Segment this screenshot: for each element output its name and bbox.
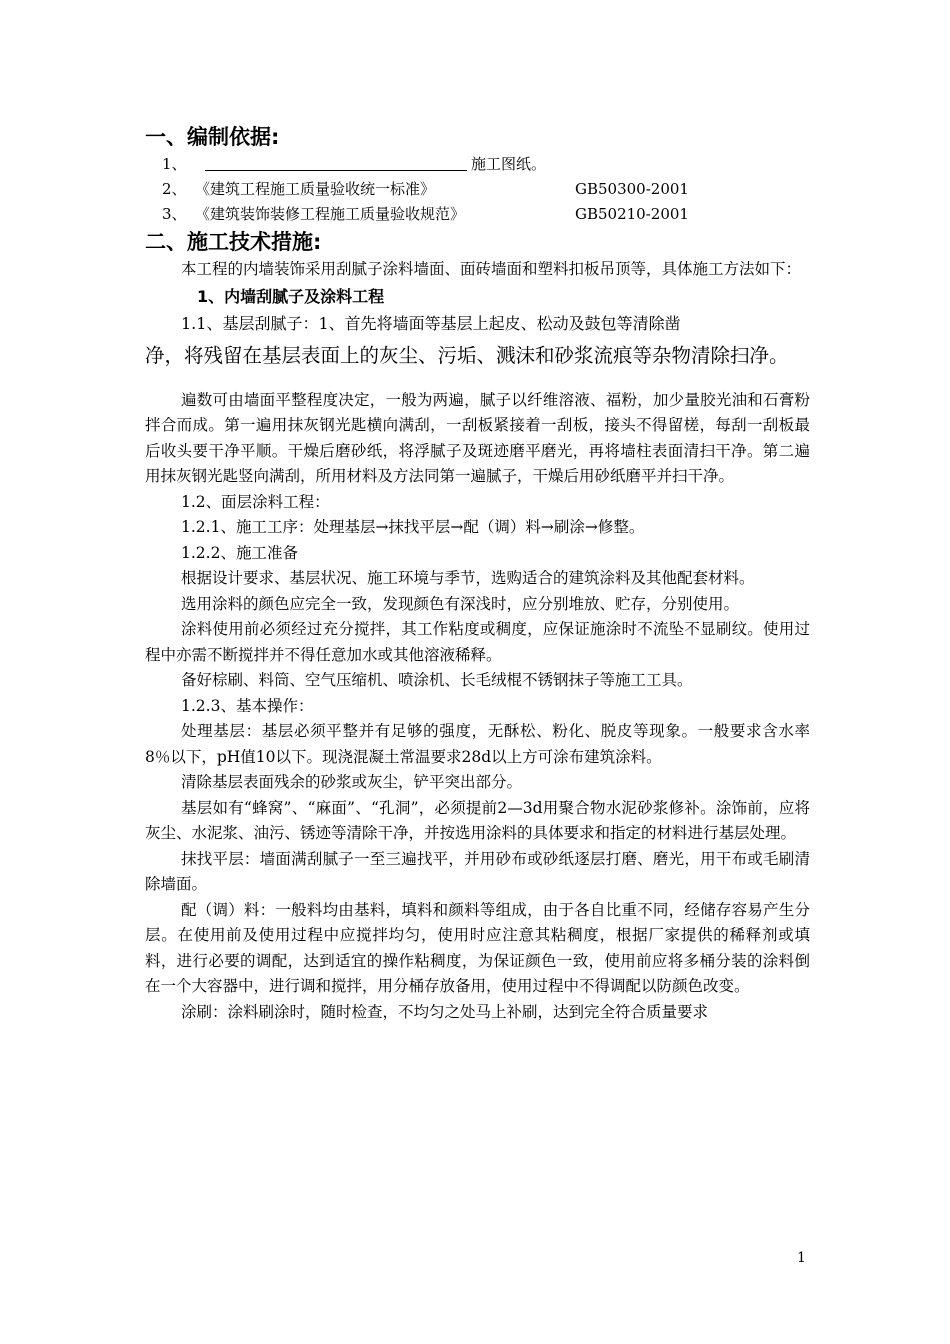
body-paragraph: 清除基层表面残余的砂浆或灰尘，铲平突出部分。 bbox=[181, 773, 523, 791]
reference-item bbox=[145, 177, 810, 202]
page-number: 1 bbox=[797, 1250, 806, 1266]
body-paragraph: 选用涂料的颜色应完全一致，发现颜色有深浅时，应分别堆放、贮存，分别使用。 bbox=[181, 594, 740, 613]
reference-title: 施工图纸。 bbox=[471, 155, 547, 173]
body-paragraph: 备好棕刷、料筒、空气压缩机、喷涂机、长毛绒棍不锈钢抹子等施工工具。 bbox=[181, 671, 693, 689]
body-paragraph: 1.2.3、基本操作： bbox=[181, 696, 314, 715]
reference-item bbox=[145, 152, 810, 177]
reference-code: GB50300-2001 bbox=[575, 180, 689, 198]
reference-number: 3、 bbox=[162, 205, 187, 223]
reference-code: GB50210-2001 bbox=[575, 205, 689, 223]
body-paragraph: 1.2.2、施工准备 bbox=[181, 543, 298, 562]
fill-blank-line bbox=[205, 154, 467, 171]
reference-title: 《建筑装饰装修工程施工质量验收规范》 bbox=[195, 205, 466, 223]
body-paragraph: 根据设计要求、基层状况、施工环境与季节，选购适合的建筑涂料及其他配套材料。 bbox=[181, 569, 755, 587]
body-paragraph: 处理基层：基层必须平整并有足够的强度，无酥松、粉化、脱皮等现象。一般要求含水率8％以下，pH值10以下。现浇混凝土常温要求28d以上方可涂布建筑涂料。 bbox=[145, 722, 810, 766]
paragraph-1-1-continued: 净，将残留在基层表面上的灰尘、污垢、溅沫和砂浆流痕等杂物清除扫净。 bbox=[145, 343, 789, 367]
reference-title: 《建筑工程施工质量验收统一标准》 bbox=[195, 180, 436, 198]
body-paragraph: 基层如有“蜂窝”、“麻面”、“孔洞”，必须提前2—3d用聚合物水泥砂浆修补。涂饰前，应将灰尘、水泥浆、油污、锈迹等清除干净，并按选用涂料的具体要求和指定的材料进行基层处理。 bbox=[145, 798, 810, 842]
reference-item bbox=[145, 202, 810, 227]
paragraph-1-1-first-line: 1.1、基层刮腻子：1、首先将墙面等基层上起皮、松动及鼓包等清除凿 bbox=[181, 313, 681, 333]
body-paragraph: 配（调）料：一般料均由基料，填料和颜料等组成，由于各自比重不同，经储存容易产生分层。在使用前及使用过程中应搅拌均匀，使用时应注意其粘稠度，根据厂家提供的稀释剂或填料，进行必要的调配，达到适宜的操作粘稠度，为保证颜色一致，使用前应将多桶分装的涂料倒在一个大容器中，进行调和搅拌，用分桶存放备用，使用过程中不得调配以防颜色改变。 bbox=[145, 900, 810, 995]
section-heading-basis: 一、编制依据: bbox=[145, 125, 280, 149]
body-paragraph: 1.2、面层涂料工程： bbox=[181, 492, 330, 511]
reference-number: 1、 bbox=[162, 155, 187, 173]
intro-paragraph: 本工程的内墙装饰采用刮腻子涂料墙面、面砖墙面和塑料扣板吊顶等，具体施工方法如下： bbox=[181, 260, 802, 278]
reference-number: 2、 bbox=[162, 180, 187, 198]
body-paragraph: 涂料使用前必须经过充分搅拌，其工作粘度或稠度，应保证施涂时不流坠不显刷纹。使用过程中亦需不断搅拌并不得任意加水或其他溶液稀释。 bbox=[145, 620, 810, 664]
body-paragraph: 涂刷：涂料刷涂时，随时检查，不均匀之处马上补刷，达到完全符合质量要求 bbox=[181, 1002, 709, 1021]
body-paragraph: 抹找平层：墙面满刮腻子一至三遍找平，并用砂布或砂纸逐层打磨、磨光，用干布或毛刷清除墙面。 bbox=[145, 849, 810, 893]
spacer bbox=[145, 374, 810, 388]
section-heading-measures: 二、施工技术措施: bbox=[145, 230, 322, 254]
body-paragraph: 遍数可由墙面平整程度决定，一般为两遍，腻子以纤维溶液、福粉，加少量胶光油和石膏粉拌合而成。第一遍用抹灰钢光匙横向满刮，一刮板紧接着一刮板，接头不得留槎，每刮一刮板最后收头要干净平顺。干燥后磨砂纸，将浮腻子及斑迹磨平磨光，再将墙柱表面清扫干净。第二遍用抹灰钢光匙竖向满刮，所用材料及方法同第一遍腻子，干燥后用砂纸磨平并扫干净。 bbox=[145, 390, 810, 485]
page-content bbox=[145, 122, 810, 1025]
body-paragraph: 1.2.1、施工工序：处理基层→抹找平层→配（调）料→刷涂→修整。 bbox=[181, 518, 645, 536]
subsection-heading: 1、内墙刮腻子及涂料工程 bbox=[197, 286, 385, 306]
